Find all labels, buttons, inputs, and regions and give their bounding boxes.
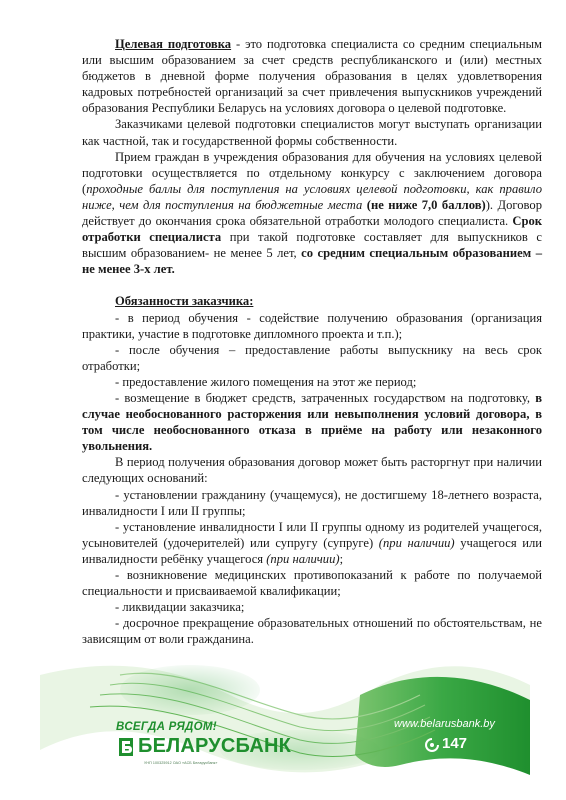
duty-item: - после обучения – предоставление работы выпускнику на весь срок отработки; <box>82 342 542 373</box>
ground-italic-2: (при наличии) <box>266 551 340 566</box>
customers-paragraph: Заказчиками целевой подготовки специалистов могут выступать организации как частной, так и государственной формы собственности. <box>82 117 542 148</box>
duty-item <box>82 390 542 454</box>
belarusbank-logo-icon <box>117 737 135 757</box>
work-term-label: Срок отработки специалиста <box>82 214 542 245</box>
duty-text: - возмещение в бюджет средств, затраченных государством на подготовку, <box>115 390 536 405</box>
duty-item: - предоставление жилого помещения на этот же период; <box>115 374 417 389</box>
definition-text: - это подготовка специалиста со средним специальным или высшим образованием за счет средств республиканского и (или) местных бюджетов в дневной форме получения образования в целях удовлетворения кадровых потребностей организаций за счет привлечения выпускников учреждений образования Республики Беларусь на условиях договора о целевой подготовке. <box>82 37 542 116</box>
ground-item: - возникновение медицинских противопоказаний к работе по получаемой специальности и присваиваемой квалификации; <box>82 568 542 599</box>
admission-score: (не ниже 7,0 баллов) <box>362 197 486 212</box>
admission-text-2: ). Договор действует до окончания срока обязательной отработки молодого специалиста. <box>82 197 543 229</box>
admission-italic: проходные баллы для поступления на условиях целевой подготовки, как правило ниже, чем для поступления на бюджетные места <box>82 181 542 212</box>
fineprint: УНП 100325912 ОАО «АСБ Беларусбанк» <box>144 761 218 765</box>
slogan: ВСЕГДА РЯДОМ! <box>116 721 217 733</box>
phone-number: 147 <box>442 735 468 752</box>
phone-icon <box>424 737 440 753</box>
duty-bold: в случае необоснованного расторжения или невыполнения условий договора, в том числе необоснованного отказа в приёме на работу или незаконного увольнения. <box>82 390 542 454</box>
ground-item: - установлении гражданину (учащемуся), не достигшему 18-летнего возраста, инвалидности I или II группы; <box>82 487 542 518</box>
duties-heading: Обязанности заказчика: <box>115 294 254 309</box>
ground-text: - установление инвалидности I или II группы одному из родителей учащегося, усыновителей (удочерителей) или супругу (супруге) <box>82 519 542 550</box>
work-term-secondary: со средним специальным образованием – не менее 3-х лет. <box>82 246 542 277</box>
admission-paragraph <box>82 149 542 278</box>
brand-name: БЕЛАРУСБАНК <box>138 735 292 757</box>
admission-text-3: при такой подготовке составляет для выпускников с высшим образованием- не менее 5 лет, <box>82 230 542 261</box>
ground-text-3: ; <box>339 551 344 566</box>
ground-item <box>82 519 542 567</box>
website-url: www.belarusbank.by <box>394 718 495 730</box>
section-heading: Целевая подготовка <box>115 37 232 51</box>
ground-italic: (при наличии) <box>378 535 455 550</box>
ground-text-2: учащегося или инвалидности ребёнку учащегося <box>82 535 542 566</box>
ground-item: - ликвидации заказчика; <box>115 600 245 615</box>
admission-text: Прием граждан в учреждения образования для обучения на условиях целевой подготовки осуществляется по отдельному конкурсу с заключением договора ( <box>82 149 542 196</box>
definition-paragraph <box>82 36 542 116</box>
spacer <box>82 277 542 293</box>
duty-item: - в период обучения - содействие получению образования (организация практики, участие в подготовке дипломного проекта и т.п.); <box>82 310 542 341</box>
document-body <box>82 36 542 647</box>
duties-heading-line <box>82 293 542 309</box>
termination-paragraph: В период получения образования договор может быть расторгнут при наличии следующих оснований: <box>82 455 542 486</box>
ground-item: - досрочное прекращение образовательных отношений по обстоятельствам, не зависящим от воли гражданина. <box>82 616 542 647</box>
